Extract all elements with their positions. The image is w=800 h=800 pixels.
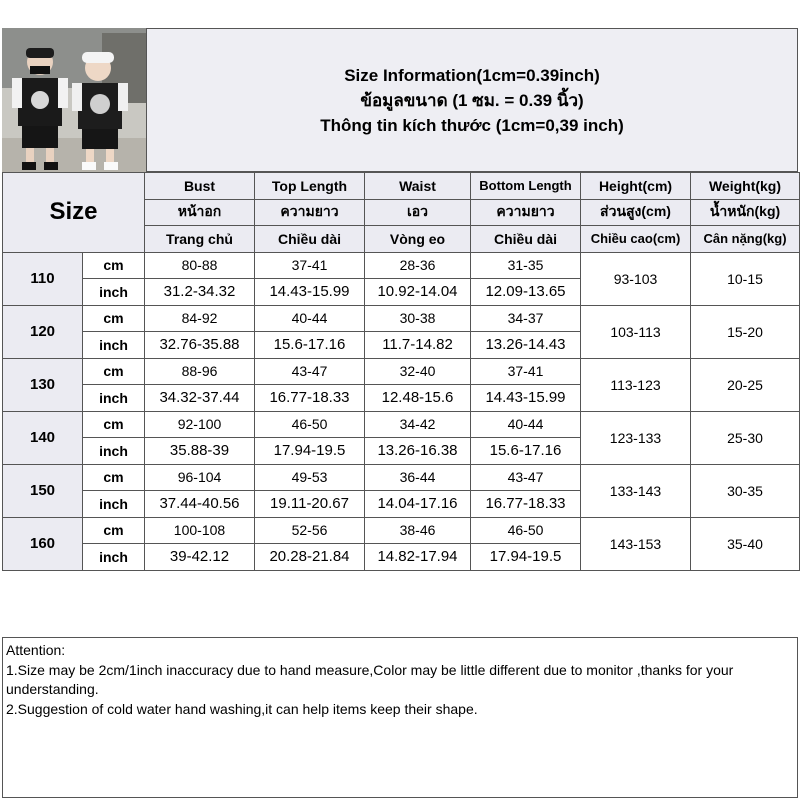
header-waist: Waist	[365, 173, 471, 200]
title-english: Size Information(1cm=0.39inch)	[344, 65, 600, 85]
size-value: 150	[3, 464, 83, 517]
height-value: 143-153	[581, 517, 691, 570]
attention-note-1: 1.Size may be 2cm/1inch inaccuracy due to hand measure,Color may be little different due to monitor ,thanks for your understanding.	[6, 661, 734, 697]
table-row	[3, 464, 800, 491]
size-info-title	[146, 28, 798, 172]
header-row-english	[3, 173, 800, 200]
size-value: 130	[3, 358, 83, 411]
inch-value: 39-42.12	[145, 544, 255, 571]
cm-value: 38-46	[365, 517, 471, 544]
inch-value: 35.88-39	[145, 438, 255, 465]
height-value: 103-113	[581, 305, 691, 358]
unit-cm-label: cm	[83, 411, 145, 438]
cm-value: 32-40	[365, 358, 471, 385]
size-table	[2, 172, 800, 571]
size-value: 140	[3, 411, 83, 464]
unit-cm-label: cm	[83, 358, 145, 385]
header-waist-thai: เอว	[365, 199, 471, 226]
table-row	[3, 305, 800, 332]
table-row	[3, 517, 800, 544]
inch-value: 10.92-14.04	[365, 279, 471, 306]
inch-value: 31.2-34.32	[145, 279, 255, 306]
size-value: 160	[3, 517, 83, 570]
weight-value: 35-40	[691, 517, 800, 570]
header-bottom-length: Bottom Length	[471, 173, 581, 200]
cm-value: 52-56	[255, 517, 365, 544]
inch-value: 16.77-18.33	[255, 385, 365, 412]
header-top-length-thai: ความยาว	[255, 199, 365, 226]
unit-cm-label: cm	[83, 464, 145, 491]
inch-value: 17.94-19.5	[471, 544, 581, 571]
cm-value: 34-37	[471, 305, 581, 332]
header-bottom-length-vietnamese: Chiều dài	[471, 226, 581, 253]
size-header: Size	[3, 173, 145, 253]
inch-value: 12.09-13.65	[471, 279, 581, 306]
inch-value: 15.6-17.16	[471, 438, 581, 465]
cm-value: 96-104	[145, 464, 255, 491]
inch-value: 34.32-37.44	[145, 385, 255, 412]
weight-value: 30-35	[691, 464, 800, 517]
header-weight-vietnamese: Cân nặng(kg)	[691, 226, 800, 253]
cm-value: 43-47	[255, 358, 365, 385]
cm-value: 84-92	[145, 305, 255, 332]
cm-value: 46-50	[255, 411, 365, 438]
inch-value: 13.26-14.43	[471, 332, 581, 359]
unit-cm-label: cm	[83, 252, 145, 279]
weight-value: 25-30	[691, 411, 800, 464]
unit-cm-label: cm	[83, 517, 145, 544]
unit-inch-label: inch	[83, 438, 145, 465]
cm-value: 92-100	[145, 411, 255, 438]
header-height-vietnamese: Chiều cao(cm)	[581, 226, 691, 253]
table-row	[3, 252, 800, 279]
header-weight: Weight(kg)	[691, 173, 800, 200]
size-value: 120	[3, 305, 83, 358]
unit-inch-label: inch	[83, 385, 145, 412]
header-bust: Bust	[145, 173, 255, 200]
inch-value: 14.43-15.99	[255, 279, 365, 306]
cm-value: 80-88	[145, 252, 255, 279]
cm-value: 34-42	[365, 411, 471, 438]
cm-value: 28-36	[365, 252, 471, 279]
cm-value: 37-41	[471, 358, 581, 385]
inch-value: 20.28-21.84	[255, 544, 365, 571]
height-value: 133-143	[581, 464, 691, 517]
weight-value: 10-15	[691, 252, 800, 305]
inch-value: 14.82-17.94	[365, 544, 471, 571]
attention-heading: Attention:	[6, 642, 66, 658]
header-height: Height(cm)	[581, 173, 691, 200]
header-top-length: Top Length	[255, 173, 365, 200]
attention-notes	[2, 637, 798, 798]
inch-value: 13.26-16.38	[365, 438, 471, 465]
cm-value: 88-96	[145, 358, 255, 385]
unit-inch-label: inch	[83, 491, 145, 518]
cm-value: 37-41	[255, 252, 365, 279]
height-value: 113-123	[581, 358, 691, 411]
header-bust-thai: หน้าอก	[145, 199, 255, 226]
cm-value: 100-108	[145, 517, 255, 544]
product-photo	[2, 28, 146, 172]
unit-cm-label: cm	[83, 305, 145, 332]
cm-value: 31-35	[471, 252, 581, 279]
cm-value: 46-50	[471, 517, 581, 544]
cm-value: 30-38	[365, 305, 471, 332]
inch-value: 14.43-15.99	[471, 385, 581, 412]
cm-value: 36-44	[365, 464, 471, 491]
header-weight-thai: น้ำหนัก(kg)	[691, 199, 800, 226]
unit-inch-label: inch	[83, 332, 145, 359]
table-row	[3, 411, 800, 438]
cm-value: 40-44	[471, 411, 581, 438]
height-value: 123-133	[581, 411, 691, 464]
inch-value: 12.48-15.6	[365, 385, 471, 412]
header-bottom-length-thai: ความยาว	[471, 199, 581, 226]
title-vietnamese: Thông tin kích thước (1cm=0,39 inch)	[320, 115, 624, 135]
header-height-thai: ส่วนสูง(cm)	[581, 199, 691, 226]
size-chart	[2, 28, 798, 798]
height-value: 93-103	[581, 252, 691, 305]
weight-value: 20-25	[691, 358, 800, 411]
cm-value: 40-44	[255, 305, 365, 332]
unit-inch-label: inch	[83, 544, 145, 571]
attention-note-2: 2.Suggestion of cold water hand washing,it can help items keep their shape.	[6, 700, 478, 717]
inch-value: 19.11-20.67	[255, 491, 365, 518]
table-row	[3, 358, 800, 385]
header-bust-vietnamese: Trang chủ	[145, 226, 255, 253]
header-waist-vietnamese: Vòng eo	[365, 226, 471, 253]
inch-value: 15.6-17.16	[255, 332, 365, 359]
cm-value: 49-53	[255, 464, 365, 491]
size-value: 110	[3, 252, 83, 305]
cm-value: 43-47	[471, 464, 581, 491]
inch-value: 11.7-14.82	[365, 332, 471, 359]
inch-value: 37.44-40.56	[145, 491, 255, 518]
inch-value: 16.77-18.33	[471, 491, 581, 518]
title-thai: ข้อมูลขนาด (1 ซม. = 0.39 นิ้ว)	[360, 90, 584, 110]
header-top-length-vietnamese: Chiều dài	[255, 226, 365, 253]
inch-value: 32.76-35.88	[145, 332, 255, 359]
weight-value: 15-20	[691, 305, 800, 358]
inch-value: 17.94-19.5	[255, 438, 365, 465]
inch-value: 14.04-17.16	[365, 491, 471, 518]
unit-inch-label: inch	[83, 279, 145, 306]
